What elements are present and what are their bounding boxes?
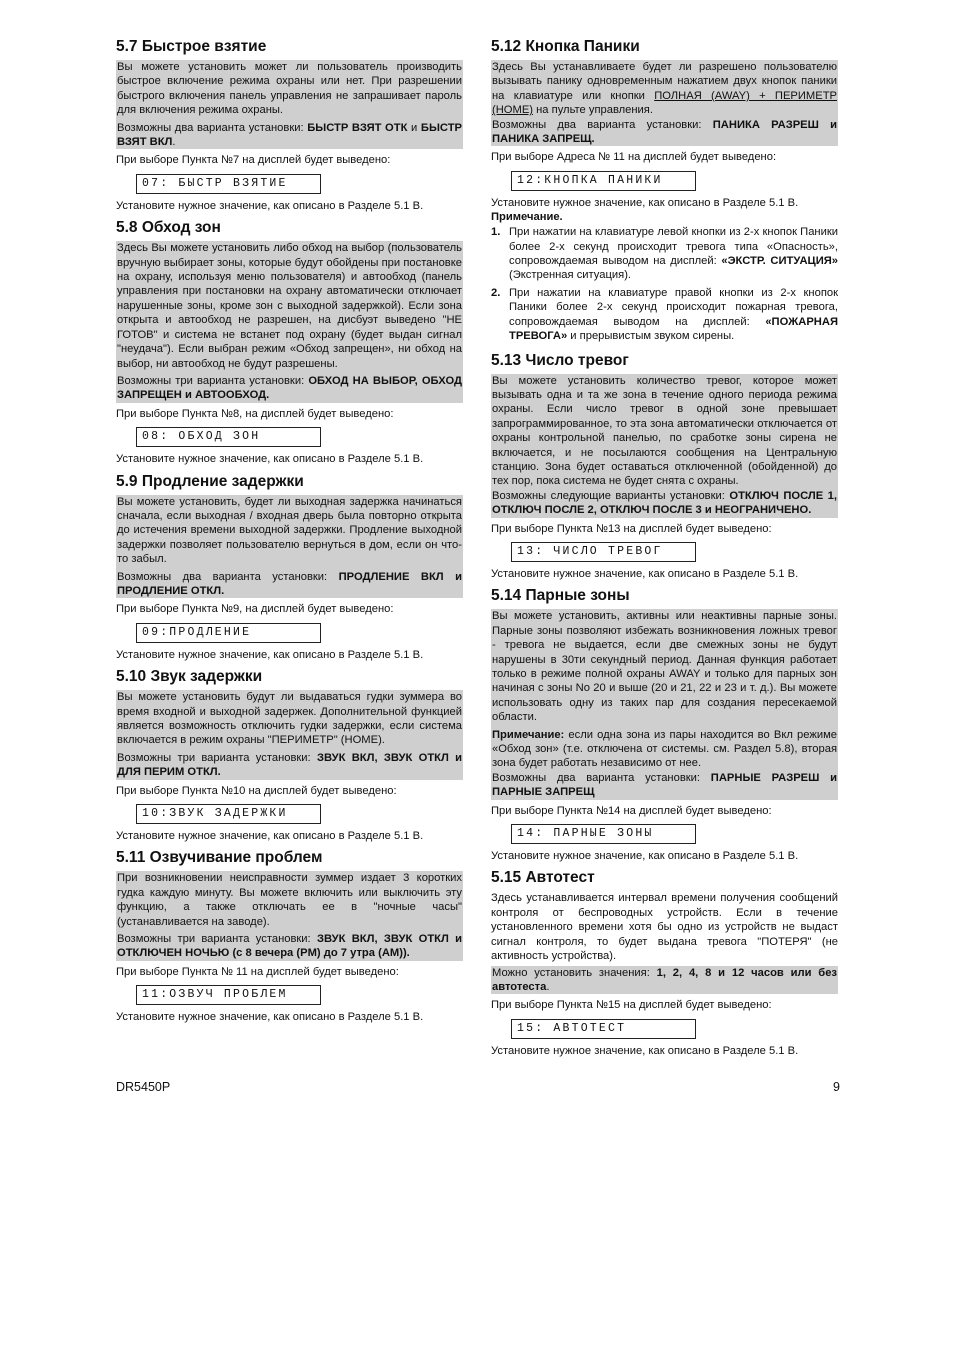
section-text: Здесь устанавливается интервал времени получения сообщений контроля от беспроводных устройств. Если в течение установленного времени хотя бы одно из устройств не выдаст сигнал контроля, то будет выдана тревога "ПОТЕРЯ" (не активность устройства). (491, 892, 838, 963)
instruction-text: Установите нужное значение, как описано в Разделе 5.1 В. (116, 199, 424, 212)
options-text (117, 932, 462, 961)
section-5-14 (491, 587, 838, 863)
instruction-text: Установите нужное значение, как описано в Разделе 5.1 В. (491, 1044, 799, 1057)
section-text (492, 60, 837, 118)
section-title: 5.7 Быстрое взятие (116, 38, 267, 55)
shaded-block (116, 690, 463, 779)
instruction-text: Установите нужное значение, как описано в Разделе 5.1 В. (491, 567, 799, 580)
select-text: При выборе Пункта № 11 на дисплей будет выведено: (116, 965, 399, 978)
display-text: «ЭКСТР. СИТУАЦИЯ» (721, 255, 838, 268)
section-title: 5.15 Автотест (491, 869, 595, 887)
note-text (492, 728, 837, 771)
section-title: 5.13 Число тревог (491, 351, 629, 369)
options-intro: Возможны три варианта установки: (117, 374, 309, 387)
display-text: «ПОЖАРНАЯ ТРЕВОГА» (509, 315, 838, 343)
lcd-display: 14: ПАРНЫЕ ЗОНЫ (511, 824, 696, 844)
text-part: При нажатии на клавиатуре левой кнопки из 2-х кнопок Паники более 2-х секунд происходит тревога типа «Опасность», сопровождаемая выводом на дисплей: (509, 226, 838, 268)
option-value: ЗВУК ВКЛ, ЗВУК ОТКЛ и ДЛЯ ПЕРИМ ОТКЛ. (117, 751, 462, 779)
select-text: При выборе Пункта №8, на дисплей будет выведено: (116, 407, 394, 420)
section-5-9 (116, 473, 463, 663)
lcd-display: 13: ЧИСЛО ТРЕВОГ (511, 542, 696, 562)
option-value: ПАНИКА РАЗРЕШ и ПАНИКА ЗАПРЕЩ. (492, 118, 837, 146)
options-text (492, 118, 837, 147)
select-text: При выборе Пункта №7 на дисплей будет выведено: (116, 154, 391, 167)
options-intro: Возможны два варианта установки: (492, 118, 713, 131)
section-text: Здесь Вы можете установить либо обход на выбор (пользователь вручную выбирает зоны, которые будут обойдены при постановке на охрану, используя меню пользователя) и автообход (панель управления при постановки на охрану автоматически отключает нарушенные зоны, кроме зон с выходной задержкой). Если зона открыта и автообход не разрешен, на дисбуэт выведено "НЕ ГОТОВ" и система не встанет под охрану (будет выдан сигнал "неудача"). Если выбран режим «Обход запрещен», ни обход на выбор, ни автообход не будут разрешены. (117, 242, 462, 370)
shaded-block (116, 871, 463, 960)
select-text: При выборе Пункта №10 на дисплей будет выведено: (116, 784, 397, 797)
options-text (117, 121, 462, 150)
section-5-8 (116, 219, 463, 466)
options-intro: Возможны три варианта установки: (117, 751, 317, 764)
instruction-text: Установите нужное значение, как описано в Разделе 5.1 В. (116, 1011, 424, 1024)
section-5-15 (491, 869, 838, 1058)
lcd-display: 12:КНОПКА ПАНИКИ (511, 171, 696, 191)
footer-model: DR5450P (116, 1080, 171, 1094)
list-item (491, 286, 838, 344)
text-part: на пульте управления. (533, 104, 653, 117)
options-intro: Возможны два варианта установки: (117, 570, 339, 583)
lcd-display: 15: АВТОТЕСТ (511, 1019, 696, 1039)
option-value: ОТКЛЮЧ ПОСЛЕ 1, ОТКЛЮЧ ПОСЛЕ 2, ОТКЛЮЧ ПОСЛЕ 3 и НЕОГРАНИЧЕНО. (492, 489, 837, 517)
option-value: ЗВУК ВКЛ, ЗВУК ОТКЛ и ОТКЛЮЧЕН НОЧЬЮ (с 8 вечера (PM) до 7 утра (AM)). (117, 933, 462, 960)
options-conj: и (407, 121, 421, 134)
text-part: Здесь Вы устанавливаете будет ли разрешено пользователю вызывать панику одновременным нажатием двух кнопок паники на клавиатуре или кнопки (492, 61, 837, 102)
section-title: 5.9 Продление задержки (116, 472, 304, 490)
select-text: При выборе Пункта №15 на дисплей будет выведено: (491, 999, 772, 1012)
list-item (491, 225, 838, 283)
shaded-block (491, 60, 838, 146)
section-title: 5.11 Озвучивание проблем (116, 849, 323, 867)
section-text: Вы можете установить может ли пользователь производить быстрое включение режима охраны или нет. При разрешении быстрого включения панель управления не запрашивает пароль для включения режима охраны. (117, 61, 462, 117)
right-column (491, 38, 838, 1064)
instruction-text: Установите нужное значение, как описано в Разделе 5.1 В. (116, 648, 424, 661)
section-text: Вы можете установить, активны или неактивны парные зоны. Парные зоны позволяют избежать возникновения ложных тревог - тревога не выдается, если две смежных зоны не будут нарушены в 30ти секундный период. Данная функция работает только в режиме полной охраны AWAY и только для парных зон начиная с зоны No 20 и выше (20 и 21, 22 и 23 и т. д.). Вы можете использовать одну из таких пар для создания пересекаемой области. (492, 610, 837, 724)
text-part: если одна зона из пары находится во Вкл режиме «Обход зон» (т.е. отключена от системы. см. Раздел 5.8), вторая зона будет работать независимо от нее. (492, 728, 837, 770)
instruction-text: Установите нужное значение, как описано в Разделе 5.1 В. (491, 196, 799, 209)
options-text (117, 751, 462, 780)
section-title: 5.8 Обход зон (116, 219, 221, 237)
options-text (492, 966, 837, 995)
options-end: . (172, 136, 176, 149)
note-title: Примечание. (491, 211, 563, 224)
underlined-text: ПОЛНАЯ (AWAY) + ПЕРИМЕТР (HOME) (492, 89, 837, 117)
options-intro: Возможны следующие варианты установки: (492, 489, 730, 502)
section-title: 5.14 Парные зоны (491, 587, 630, 605)
shaded-block (116, 60, 463, 149)
option-value: ПАРНЫЕ РАЗРЕШ и ПАРНЫЕ ЗАПРЕЩ (492, 771, 838, 799)
select-text: При выборе Пункта №14 на дисплей будет выведено: (491, 804, 772, 817)
left-column (116, 38, 463, 1031)
section-5-7 (116, 38, 463, 213)
shaded-block (116, 241, 463, 402)
note-list (491, 225, 838, 343)
section-5-10 (116, 668, 463, 843)
options-intro: Возможны два варианта установки: (492, 771, 711, 784)
shaded-block (116, 495, 463, 599)
options-end: . (546, 980, 550, 993)
section-text: При возникновении неисправности зуммер издает 3 коротких гудка каждую минуту. Вы можете включить или выключить эту функцию, а также отключать ее в "ночные часы" (устанавливается на заводе). (117, 872, 462, 928)
options-intro: Можно установить значения: (492, 966, 657, 979)
page-number: 9 (833, 1080, 840, 1094)
section-5-11 (116, 849, 463, 1024)
select-text: При выборе Пункта №13 на дисплей будет выведено: (491, 522, 772, 535)
shaded-block (491, 609, 838, 799)
options-text (492, 489, 837, 518)
select-text: При выборе Адреса № 11 на дисплей будет выведено: (491, 151, 777, 164)
section-text: Вы можете установить, будет ли выходная задержка начинаться сначала, если выходная / входная дверь была повторно открыта до истечения времени выходной задержки. Продление выходной задержки позволяет пользователю вернуться в дом, если он что-то забыл. (117, 495, 462, 566)
options-text (117, 374, 462, 403)
option-value: БЫСТР ВЗЯТ ВКЛ (117, 121, 462, 149)
section-5-12 (491, 38, 838, 352)
section-title: 5.10 Звук задержки (116, 668, 263, 686)
lcd-display: 07: БЫСТР ВЗЯТИЕ (136, 174, 321, 194)
section-text: Вы можете установить количество тревог, которое может вызывать одна и та же зона в течение одного периода режима охраны. Если число тревог в одной зоне превышает запрограммированное, то эта зона автоматически отключается от охраны контрольной панелью, по сработке зоны сирена не включается, и не посылаются сообщения на Центральную станцию. Зона будет оставаться отключенной (обойденной) до тех пор, пока система не будет снята с охраны. (492, 374, 837, 488)
text-part: и прерывистым звуком сирены. (567, 330, 735, 343)
shaded-block (491, 374, 838, 518)
lcd-display: 09:ПРОДЛЕНИЕ (136, 623, 321, 643)
section-5-13 (491, 352, 838, 582)
options-text (117, 570, 462, 599)
option-value: ПРОДЛЕНИЕ ВКЛ и ПРОДЛЕНИЕ ОТКЛ. (117, 570, 462, 597)
text-part: (Экстренная ситуация). (509, 269, 632, 282)
option-value: ОБХОД НА ВЫБОР, ОБХОД ЗАПРЕЩЕН и АВТООБХОД. (117, 374, 463, 402)
instruction-text: Установите нужное значение, как описано в Разделе 5.1 В. (116, 453, 424, 466)
text-part: При нажатии на клавиатуре правой кнопки из 2-х кнопок Паники более 2-х секунд происходит пожарная тревога, сопровождаемая выводом на дисплей: (509, 286, 838, 328)
instruction-text: Установите нужное значение, как описано в Разделе 5.1 В. (491, 850, 799, 863)
lcd-display: 11:ОЗВУЧ ПРОБЛЕМ (136, 985, 321, 1005)
note-label: Примечание: (492, 728, 565, 741)
select-text: При выборе Пункта №9, на дисплей будет выведено: (116, 603, 394, 616)
option-value: 1, 2, 4, 8 и 12 часов или без автотеста (492, 966, 837, 993)
options-text (492, 771, 837, 800)
shaded-block (491, 966, 838, 995)
options-intro: Возможны три варианта установки: (117, 933, 317, 946)
option-value: БЫСТР ВЗЯТ ОТК (307, 121, 408, 134)
list-number: 1. (491, 226, 501, 239)
options-intro: Возможны два варианта установки: (117, 121, 308, 134)
section-title: 5.12 Кнопка Паники (491, 38, 640, 55)
list-number: 2. (491, 286, 501, 299)
instruction-text: Установите нужное значение, как описано в Разделе 5.1 В. (116, 830, 424, 843)
lcd-display: 08: ОБХОД ЗОН (136, 427, 321, 447)
section-text: Вы можете установить будут ли выдаваться гудки зуммера во время входной и выходной задержек. Дополнительной функцией является возможность отключить гудки задержки, если система включается в режим охраны "ПЕРИМЕТР" (HOME). (117, 691, 462, 747)
lcd-display: 10:ЗВУК ЗАДЕРЖКИ (136, 804, 321, 824)
